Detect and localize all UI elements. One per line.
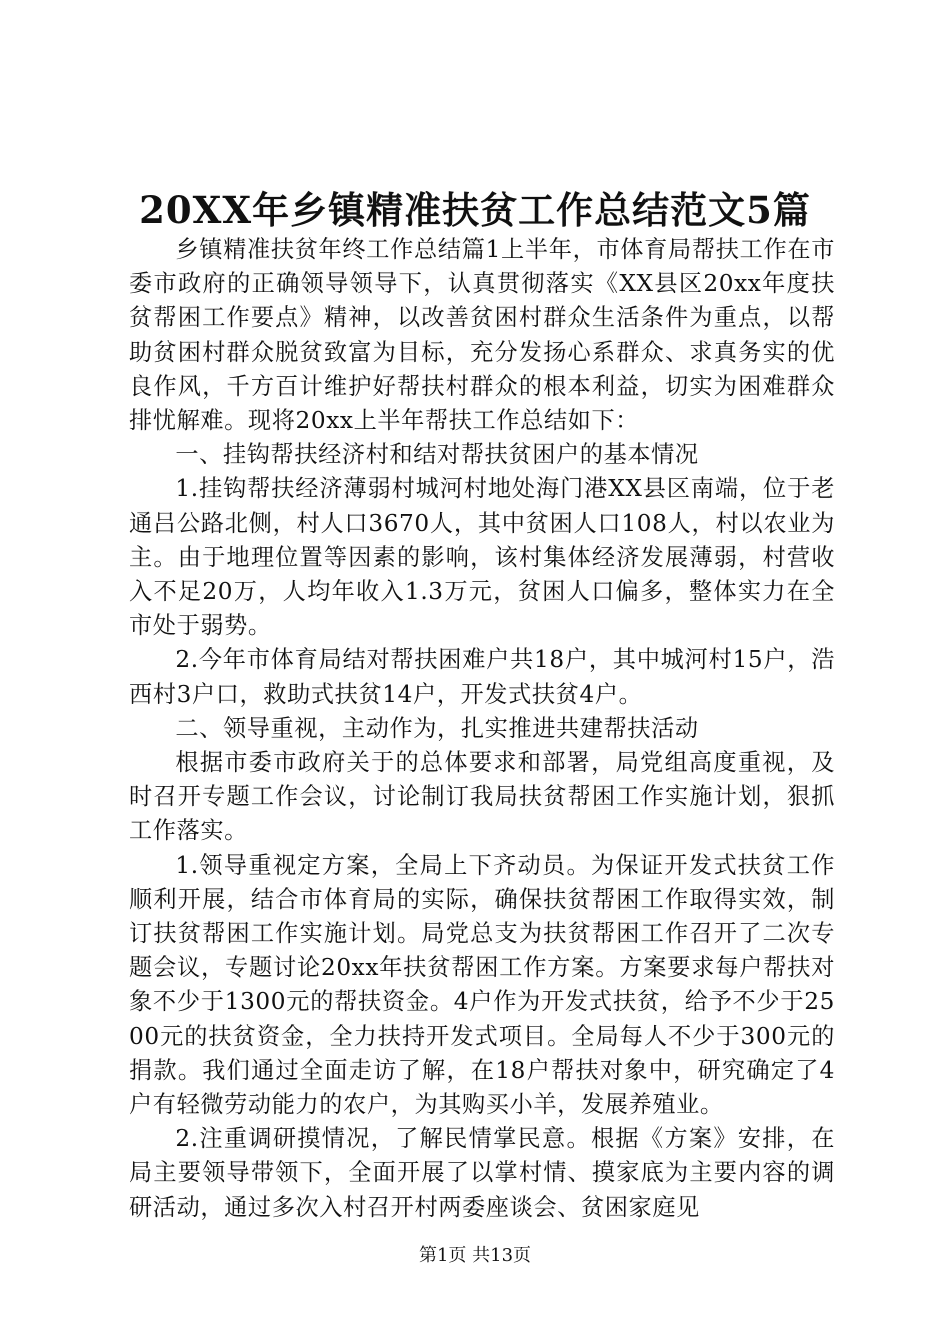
paragraph: 1.挂钩帮扶经济薄弱村城河村地处海门港XX县区南端，位于老通吕公路北侧，村人口3670人，其中贫困人口108人，村以农业为主。由于地理位置等因素的影响，该村集体经济发展薄弱，村营收入不足20万，人均年收入1.3万元，贫困人口偏多，整体实力在全市处于弱势。 [129,475,835,640]
document-body [129,233,835,1225]
page-number-footer: 第1页 共13页 [418,1245,532,1266]
section-heading: 二、领导重视，主动作为，扎实推进共建帮扶活动 [175,714,699,742]
paragraph: 乡镇精准扶贫年终工作总结篇1上半年，市体育局帮扶工作在市委市政府的正确领导领导下，认真贯彻落实《XX县区20xx年度扶贫帮困工作要点》精神，以改善贫困村群众生活条件为重点，以帮助贫困村群众脱贫致富为目标，充分发扬心系群众、求真务实的优良作风，千方百计维护好帮扶村群众的根本利益，切实为困难群众排忧解难。现将20xx上半年帮扶工作总结如下： [129,236,835,435]
paragraph: 1.领导重视定方案，全局上下齐动员。为保证开发式扶贫工作顺利开展，结合市体育局的实际，确保扶贫帮困工作取得实效，制订扶贫帮困工作实施计划。局党总支为扶贫帮困工作召开了二次专题会议，专题讨论20xx年扶贫帮困工作方案。方案要求每户帮扶对象不少于1300元的帮扶资金。4户作为开发式扶贫，给予不少于2500元的扶贫资金，全力扶持开发式项目。全局每人不少于300元的捐款。我们通过全面走访了解，在18户帮扶对象中，研究确定了4户有轻微劳动能力的农户，为其购买小羊，发展养殖业。 [129,851,835,1119]
document-title: 20XX年乡镇精准扶贫工作总结范文5篇 [139,188,811,232]
section-heading: 一、挂钩帮扶经济村和结对帮扶贫困户的基本情况 [175,441,699,469]
paragraph: 2.今年市体育局结对帮扶困难户共18户，其中城河村15户，浩西村3户口，救助式扶贫14户，开发式扶贫4户。 [129,646,835,708]
paragraph: 根据市委市政府关于的总体要求和部署，局党组高度重视，及时召开专题工作会议，讨论制订我局扶贫帮困工作实施计划，狠抓工作落实。 [129,749,835,845]
paragraph: 2.注重调研摸情况，了解民情掌民意。根据《方案》安排，在局主要领导带领下，全面开展了以掌村情、摸家底为主要内容的调研活动，通过多次入村召开村两委座谈会、贫困家庭见 [129,1125,835,1221]
